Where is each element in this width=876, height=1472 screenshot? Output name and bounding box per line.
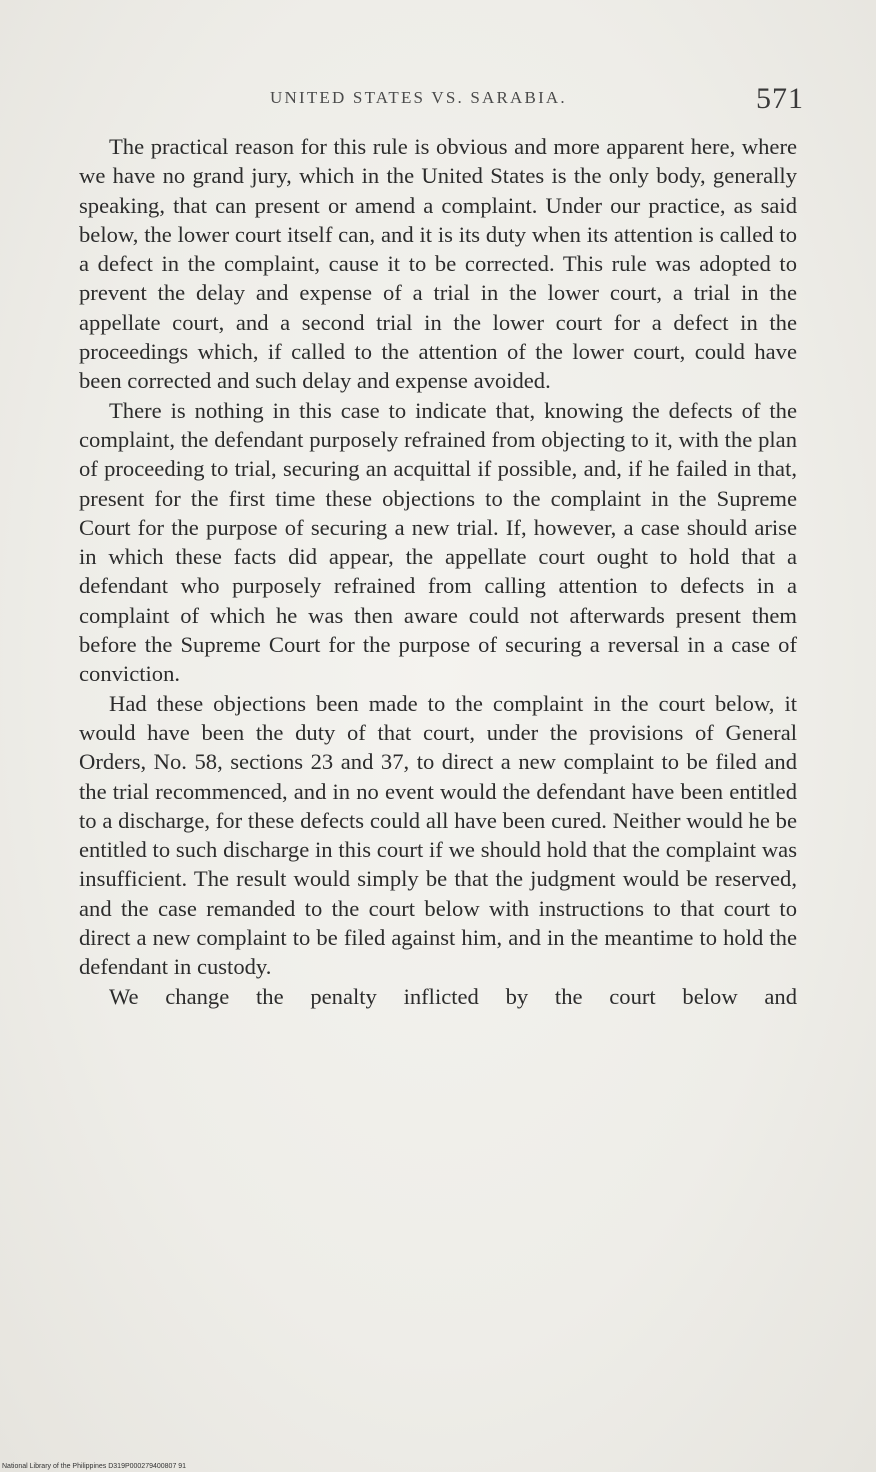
running-head: UNITED STATES VS. SARABIA.	[270, 88, 567, 107]
digitization-credit: National Library of the Philippines D319P000279400807 91	[2, 1463, 187, 1470]
paragraph-practical-reason: The practical reason for this rule is obvious and more apparent here, where we have no grand jury, which in the United States is the only body, generally speaking, that can present or amend a complaint. Under our practice, as said below, the lower court itself can, and it is its duty when its attention is called to a defect in the complaint, cause it to be corrected. This rule was adopted to prevent the delay and expense of a trial in the lower court, a trial in the appellate court, and a second trial in the lower court for a defect in the proceedings which, if called to the attention of the lower court, could have been corrected and such delay and expense avoided.	[79, 134, 797, 394]
paragraph-penalty: We change the penalty inflicted by the court below and	[109, 983, 797, 1009]
body-text	[79, 132, 797, 1011]
page-number: 571	[756, 82, 804, 115]
paragraph-objections: Had these objections been made to the complaint in the court below, it would have been the duty of that court, under the provisions of General Orders, No. 58, sections 23 and 37, to direct a new complaint to be filed and the trial recommenced, and in no event would the defendant have been entitled to a discharge, for these defects could all have been cured. Neither would he be entitled to such discharge in this court if we should hold that the complaint was insufficient. The result would simply be that the judgment would be reserved, and the case remanded to the court below with instructions to that court to direct a new complaint to be filed against him, and in the meantime to hold the defendant in custody.	[79, 690, 797, 980]
page-header	[0, 82, 876, 122]
paragraph-nothing-in-case: There is nothing in this case to indicate that, knowing the defects of the complaint, the defendant purposely refrained from objecting to it, with the plan of proceeding to trial, securing an acquittal if possible, and, if he failed in that, present for the first time these objections to the complaint in the Supreme Court for the purpose of securing a new trial. If, however, a case should arise in which these facts did appear, the appellate court ought to hold that a defendant who purposely refrained from calling attention to defects in a complaint of which he was then aware could not afterwards present them before the Supreme Court for the purpose of securing a reversal in a case of conviction.	[79, 397, 797, 687]
